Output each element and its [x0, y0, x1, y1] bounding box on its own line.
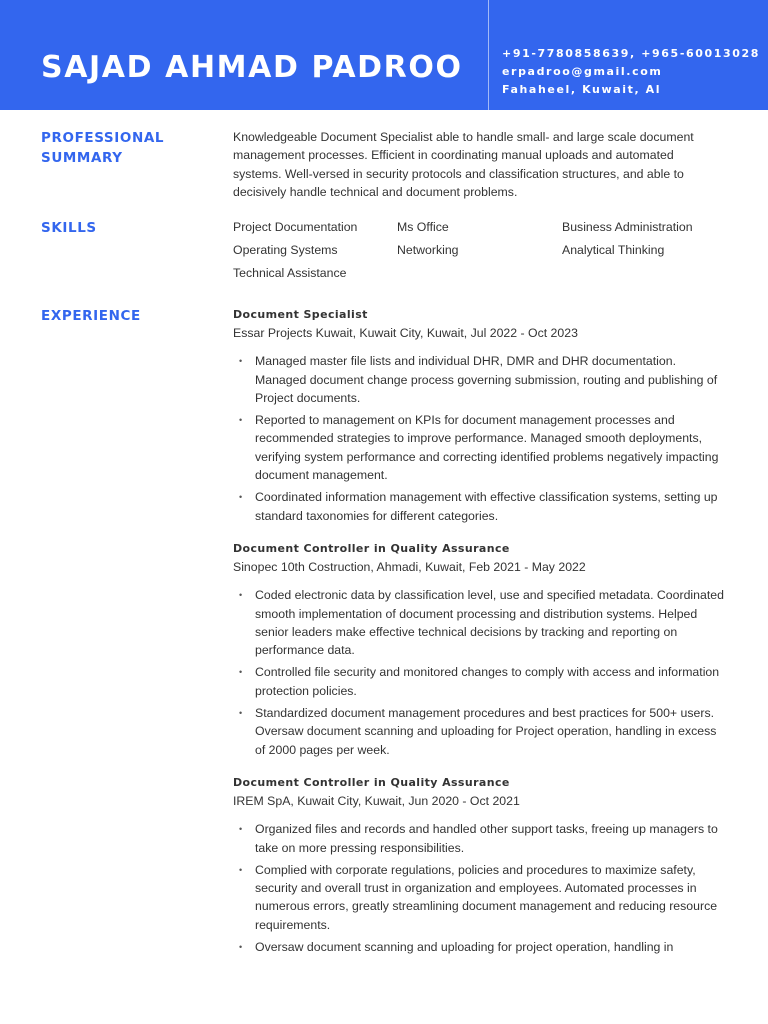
bullet-item: • Coordinated information management with effective classification systems, setting up standard taxonomies for different categories. [233, 488, 728, 525]
job-title: Document Controller in Quality Assurance [233, 541, 510, 555]
resume-header [0, 0, 768, 110]
experience-list [233, 306, 728, 971]
bullet-item: • Complied with corporate regulations, policies and procedures to maximize safety, security and overall trust in organization and employees. Automated processes in numerous errors, greatly streamlining document management and reducing resource requirements. [233, 861, 728, 934]
summary-title-line2: SUMMARY [41, 150, 123, 166]
summary-title-line1: PROFESSIONAL [41, 130, 165, 146]
bullet-item: • Organized files and records and handled other support tasks, freeing up managers to take on more pressing responsibilities. [233, 820, 728, 857]
skill-item: Ms Office [397, 220, 449, 234]
job-bullets [233, 352, 728, 525]
experience-section-title: EXPERIENCE [41, 308, 141, 324]
bullet-item: • Reported to management on KPIs for document management processes and recommended strategies to improve performance. Managed smooth deployments, verifying system performance and correcting identified problems negatively impacting document management. [233, 411, 728, 484]
job-title: Document Specialist [233, 308, 368, 321]
skill-item: Networking [397, 243, 459, 257]
bullet-item: • Standardized document management procedures and best practices for 500+ users. Oversaw document scanning and uploading for Project operation, handling in excess of 2000 pages per week. [233, 704, 728, 759]
job-bullets [233, 820, 728, 956]
header-divider [488, 0, 489, 110]
skill-item: Operating Systems [233, 243, 338, 257]
job-meta: IREM SpA, Kuwait City, Kuwait, Jun 2020 - Oct 2021 [233, 793, 520, 808]
skill-item: Business Administration [562, 220, 693, 234]
job-entry [233, 306, 728, 525]
bullet-item: • Controlled file security and monitored changes to comply with access and information protection policies. [233, 663, 728, 700]
bullet-item: • Managed master file lists and individual DHR, DMR and DHR documentation. Managed document change process governing submission, routing and publishing of Project documents. [233, 352, 728, 407]
job-entry [233, 774, 728, 956]
job-entry [233, 540, 728, 759]
contact-info [502, 45, 760, 99]
location: Fahaheel, Kuwait, Al [502, 83, 662, 96]
email-address: erpadroo@gmail.com [502, 65, 663, 78]
candidate-name: SAJAD AHMAD PADROO [41, 50, 463, 85]
skill-item: Analytical Thinking [562, 243, 665, 257]
job-meta: Sinopec 10th Costruction, Ahmadi, Kuwait, Feb 2021 - May 2022 [233, 559, 586, 574]
skills-grid [233, 218, 733, 287]
summary-text: Knowledgeable Document Specialist able to handle small- and large scale document management processes. Efficient in coordinating manual uploads and automated systems. Well-versed in security protocols and classification structures, and able to decisively handle technical and document problems. [233, 130, 694, 199]
job-bullets [233, 586, 728, 759]
summary-section-title [41, 128, 164, 168]
job-meta: Essar Projects Kuwait, Kuwait City, Kuwait, Jul 2022 - Oct 2023 [233, 326, 578, 340]
skills-row [233, 264, 733, 287]
skills-row [233, 218, 733, 241]
phone-numbers: +91-7780858639, +965-60013028 [502, 47, 761, 60]
skill-item: Technical Assistance [233, 266, 347, 280]
bullet-item: • Coded electronic data by classification level, use and specified metadata. Coordinated smooth implementation of document processing and distribution systems. Helped senior leaders make effective technical decisions by tracking and reporting on performance data. [233, 586, 728, 659]
skills-row [233, 241, 733, 264]
bullet-item: • Oversaw document scanning and uploading for project operation, handling in [233, 938, 728, 956]
skill-item: Project Documentation [233, 220, 358, 234]
skills-section-title: SKILLS [41, 220, 97, 236]
job-title: Document Controller in Quality Assurance [233, 775, 510, 789]
